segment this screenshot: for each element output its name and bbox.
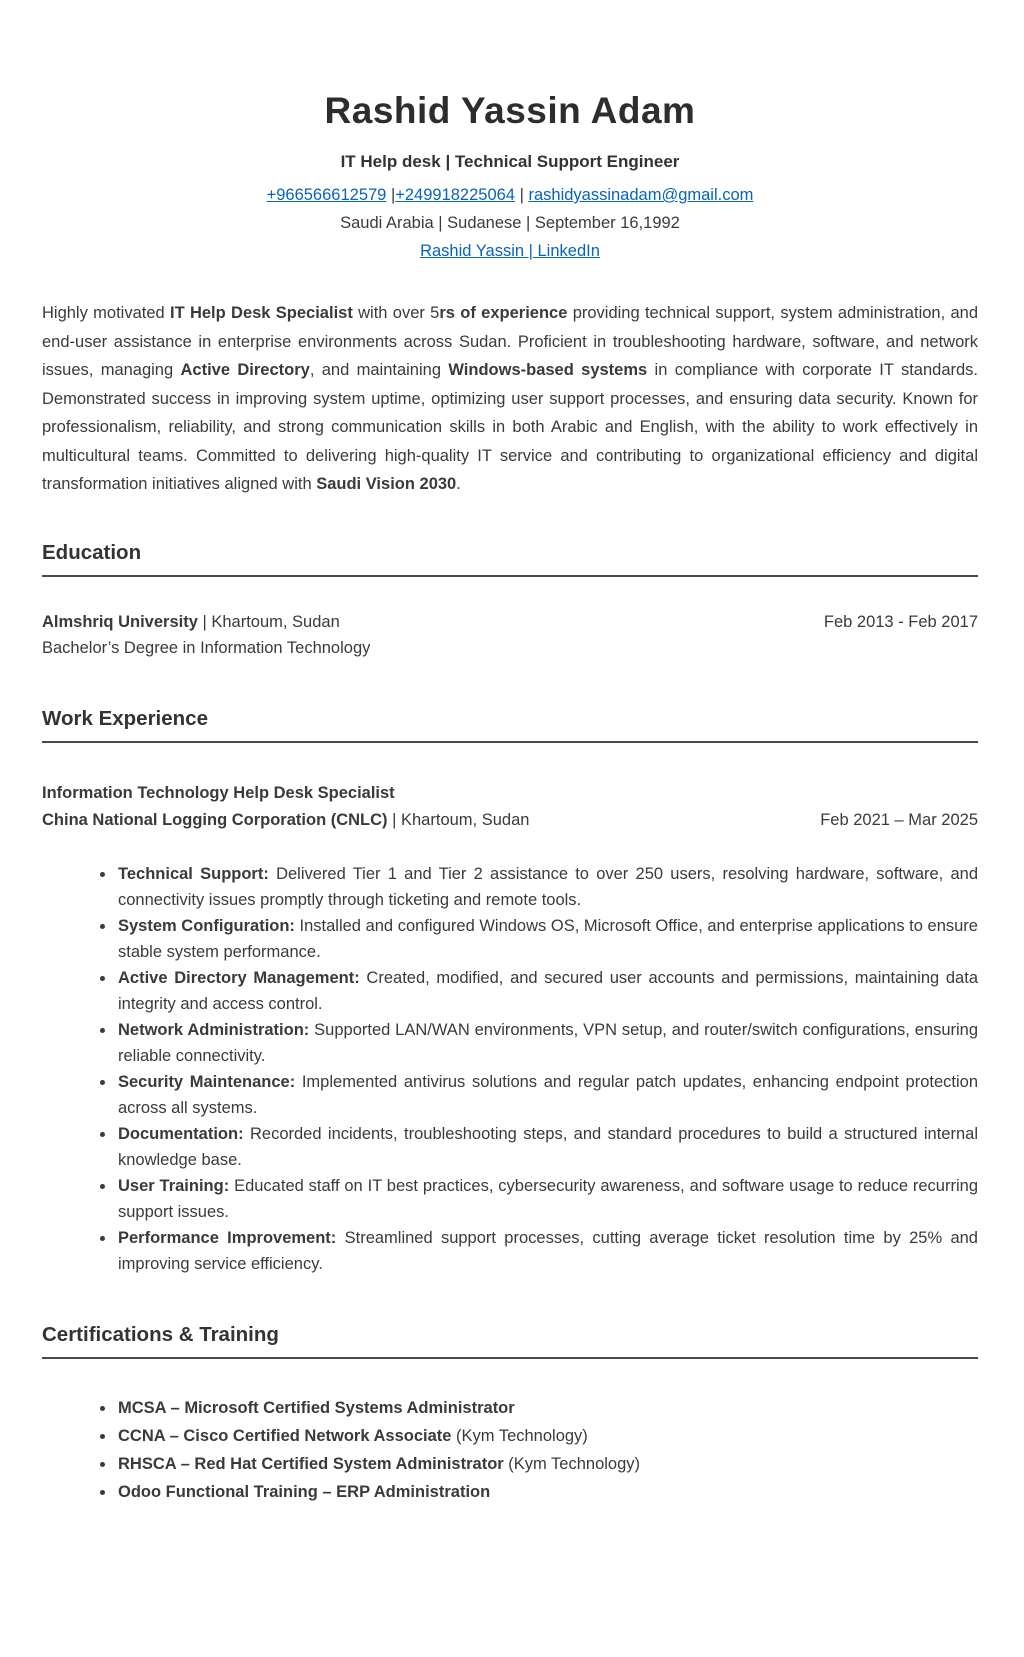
certifications-heading: Certifications & Training bbox=[42, 1323, 978, 1359]
bullet-label: Performance Improvement: bbox=[118, 1228, 337, 1247]
certification-provider: (Kym Technology) bbox=[503, 1454, 641, 1473]
summary-segment: . bbox=[456, 475, 461, 493]
experience-bullet bbox=[116, 1173, 978, 1225]
summary-segment: , and maintaining bbox=[309, 361, 449, 379]
linkedin-line bbox=[42, 237, 978, 265]
summary-segment: Highly motivated bbox=[42, 304, 170, 322]
degree-line: Bachelor’s Degree in Information Technology bbox=[42, 638, 371, 657]
certification-item bbox=[116, 1395, 978, 1421]
resume-header bbox=[42, 90, 978, 265]
phone-link-secondary[interactable]: +249918225064 bbox=[395, 186, 515, 204]
candidate-title: IT Help desk | Technical Support Engineer bbox=[340, 152, 680, 171]
bullet-text: Delivered Tier 1 and Tier 2 assistance to over 250 users, resolving hardware, software, and connectivity issues promptly through ticketing and remote tools. bbox=[118, 864, 979, 909]
company-row bbox=[42, 807, 978, 833]
bullet-text: Educated staff on IT best practices, cybersecurity awareness, and software usage to reduce recurring support issues. bbox=[118, 1176, 978, 1221]
bullet-text: Created, modified, and secured user accounts and permissions, maintaining data integrity and access control. bbox=[118, 968, 978, 1013]
certification-item bbox=[116, 1479, 978, 1505]
summary-segment: providing technical support, system administration, and end-user assistance in enterprise environments across Sudan. Proficient in troubleshooting hardware, software, and network issues, managing bbox=[42, 304, 979, 379]
certification-name: CCNA – Cisco Certified Network Associate bbox=[118, 1426, 452, 1445]
experience-bullet bbox=[116, 965, 978, 1017]
bullet-text: Implemented antivirus solutions and regular patch updates, enhancing endpoint protection across all systems. bbox=[118, 1072, 979, 1117]
candidate-name: Rashid Yassin Adam bbox=[324, 90, 696, 131]
bullet-label: Security Maintenance: bbox=[118, 1072, 296, 1091]
certification-name: RHSCA – Red Hat Certified System Administrator bbox=[118, 1454, 504, 1473]
contact-line bbox=[42, 181, 978, 209]
company-location: | Khartoum, Sudan bbox=[387, 810, 530, 829]
bullet-label: User Training: bbox=[118, 1176, 230, 1195]
email-link[interactable]: rashidyassinadam@gmail.com bbox=[528, 186, 754, 204]
summary-segment: Windows-based systems bbox=[448, 361, 648, 379]
certification-name: Odoo Functional Training – ERP Administration bbox=[118, 1482, 491, 1501]
experience-bullet bbox=[116, 1069, 978, 1121]
experience-bullet bbox=[116, 861, 978, 913]
certification-item bbox=[116, 1423, 978, 1449]
bullet-label: Documentation: bbox=[118, 1124, 244, 1143]
experience-bullet bbox=[116, 1121, 978, 1173]
company-line bbox=[42, 807, 529, 833]
bullet-label: Network Administration: bbox=[118, 1020, 310, 1039]
contact-separator: | bbox=[515, 186, 529, 204]
phone-link-primary[interactable]: +966566612579 bbox=[266, 186, 387, 204]
institution-name: Almshriq University bbox=[42, 612, 198, 631]
certification-item bbox=[116, 1451, 978, 1477]
personal-info-line: Saudi Arabia | Sudanese | September 16,1992 bbox=[340, 214, 680, 232]
certification-provider: (Kym Technology) bbox=[451, 1426, 588, 1445]
summary-segment: IT Help Desk Specialist bbox=[170, 304, 353, 322]
bullet-text: Streamlined support processes, cutting average ticket resolution time by 25% and improving service efficiency. bbox=[118, 1228, 978, 1273]
bullet-text: Recorded incidents, troubleshooting steps, and standard procedures to build a structured internal knowledge base. bbox=[118, 1124, 978, 1169]
education-institution-line bbox=[42, 609, 340, 635]
experience-bullet bbox=[116, 913, 978, 965]
education-dates: Feb 2013 - Feb 2017 bbox=[823, 612, 978, 631]
experience-bullet bbox=[116, 1017, 978, 1069]
contact-separator: | bbox=[386, 186, 396, 204]
bullet-text: Installed and configured Windows OS, Microsoft Office, and enterprise applications to ensure stable system performance. bbox=[118, 916, 978, 961]
summary-segment: in compliance with corporate IT standards. Demonstrated success in improving system uptime, optimizing user support processes, and ensuring data security. Known for professionalism, reliability, and strong communication skills in both Arabic and English, with the ability to work effectively in multicultural teams. Committed to delivering high-quality IT service and contributing to organizational efficiency and digital transformation initiatives aligned with bbox=[42, 361, 979, 493]
certification-name: MCSA – Microsoft Certified Systems Administrator bbox=[118, 1398, 515, 1417]
education-entry bbox=[42, 609, 978, 661]
experience-dates: Feb 2021 – Mar 2025 bbox=[820, 810, 978, 829]
work-experience-heading: Work Experience bbox=[42, 707, 978, 743]
company-name: China National Logging Corporation (CNLC) bbox=[42, 810, 388, 829]
bullet-label: System Configuration: bbox=[118, 916, 295, 935]
summary-segment: Saudi Vision 2030 bbox=[316, 475, 457, 493]
linkedin-link[interactable]: Rashid Yassin | LinkedIn bbox=[420, 242, 600, 260]
job-title: Information Technology Help Desk Specialist bbox=[42, 783, 395, 802]
education-row bbox=[42, 609, 978, 635]
education-heading: Education bbox=[42, 541, 978, 577]
bullet-label: Active Directory Management: bbox=[118, 968, 360, 987]
bullet-text: Supported LAN/WAN environments, VPN setup, and router/switch configurations, ensuring reliable connectivity. bbox=[118, 1020, 979, 1065]
professional-summary bbox=[42, 299, 978, 499]
summary-segment: with over 5 bbox=[352, 304, 440, 322]
experience-bullet bbox=[116, 1225, 978, 1277]
institution-location: | Khartoum, Sudan bbox=[197, 612, 340, 631]
experience-bullet-list bbox=[42, 861, 978, 1277]
summary-segment: Active Directory bbox=[180, 361, 310, 379]
bullet-label: Technical Support: bbox=[118, 864, 269, 883]
summary-segment: rs of experience bbox=[439, 304, 568, 322]
certifications-list bbox=[42, 1395, 978, 1505]
